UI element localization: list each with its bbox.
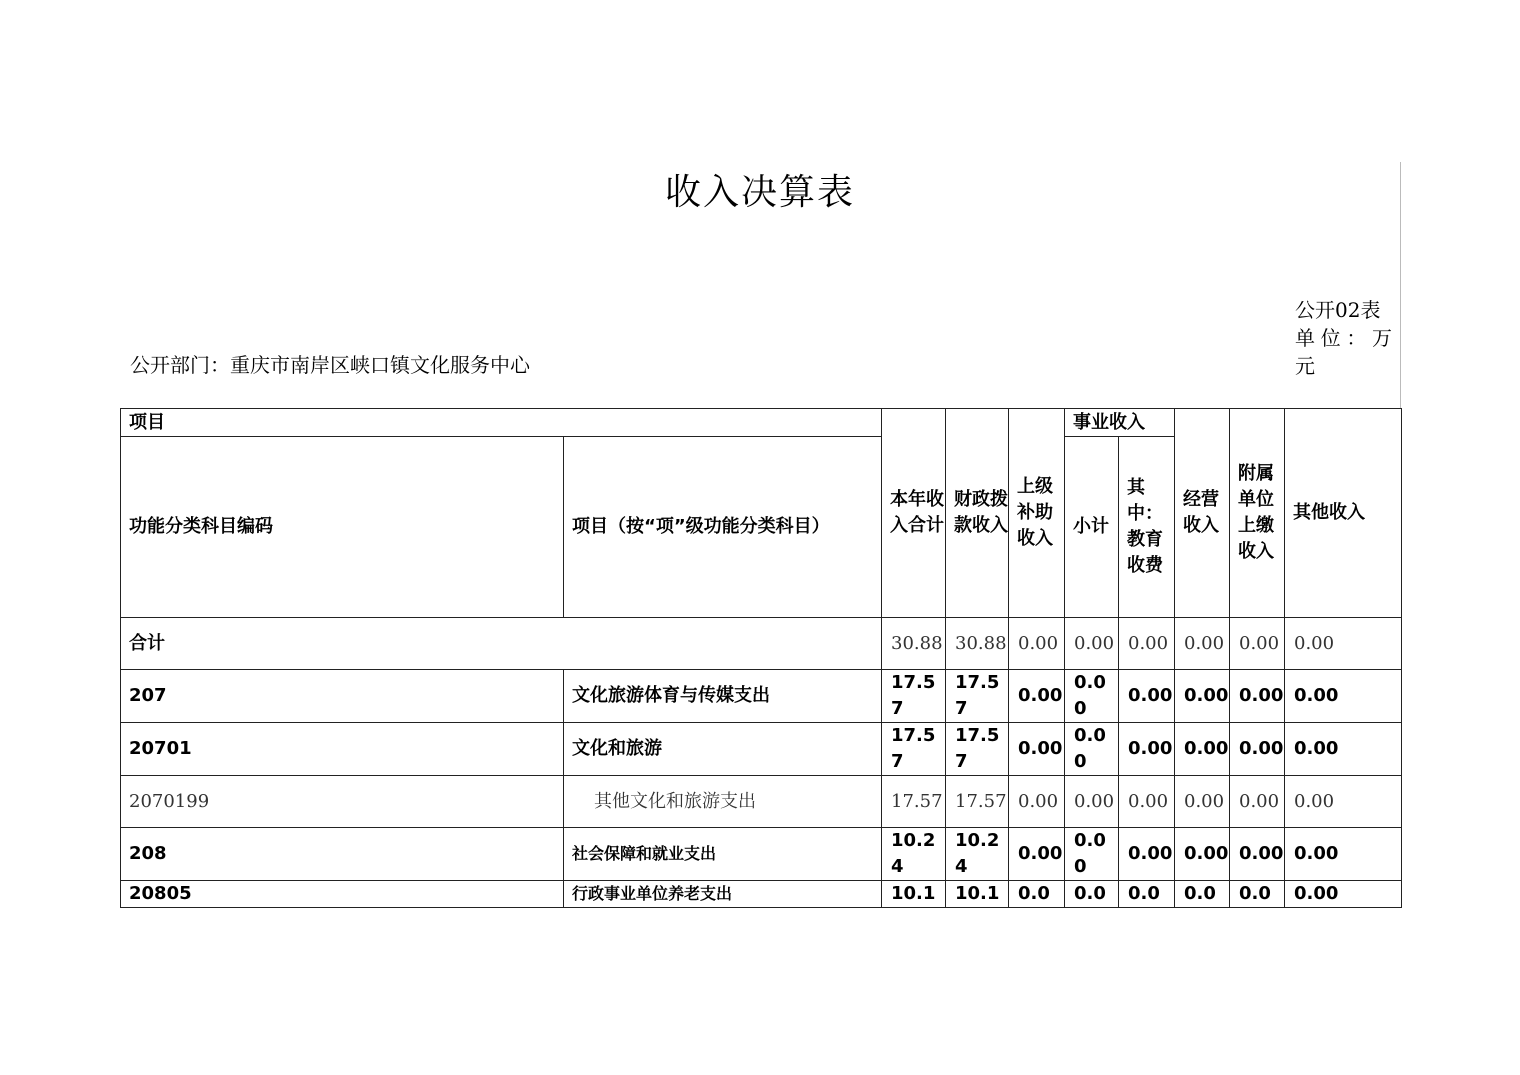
- cell-education: 0.00: [1119, 828, 1175, 881]
- cell-fiscal: 17.57: [946, 670, 1009, 723]
- cell-subtotal: 0.00: [1065, 670, 1119, 723]
- cell-upper: 0.00: [1009, 828, 1065, 881]
- row-code: 2070199: [121, 776, 564, 828]
- cell-upper: 0.00: [1009, 776, 1065, 828]
- cell-fiscal: 17.57: [946, 776, 1009, 828]
- header-other: 其他收入: [1285, 409, 1402, 618]
- row-name: 社会保障和就业支出: [564, 828, 882, 881]
- row-code: 207: [121, 670, 564, 723]
- row-code: 20701: [121, 723, 564, 776]
- header-operating: 经营收入: [1175, 409, 1230, 618]
- cell-total: 10.24: [882, 828, 946, 881]
- cell-other: 0.00: [1285, 723, 1402, 776]
- cell-operating: 0.00: [1175, 723, 1230, 776]
- header-upper-subsidy: 上级补助收入: [1009, 409, 1065, 618]
- row-code: 20805: [121, 881, 564, 908]
- cell-subtotal: 0.00: [1065, 618, 1119, 670]
- cell-total: 10.1: [882, 881, 946, 908]
- cell-education: 0.00: [1119, 776, 1175, 828]
- cell-fiscal: 17.57: [946, 723, 1009, 776]
- page-title: 收入决算表: [664, 172, 855, 213]
- header-total: 本年收入合计: [882, 409, 946, 618]
- cell-fiscal: 10.24: [946, 828, 1009, 881]
- row-code: 合计: [121, 618, 882, 670]
- table-meta: [1295, 296, 1392, 380]
- row-name: 文化旅游体育与传媒支出: [564, 670, 882, 723]
- table-row: [121, 670, 1402, 723]
- header-education: 其中：教育收费: [1119, 437, 1175, 618]
- header-affiliated: 附属单位上缴收入: [1230, 409, 1285, 618]
- header-fiscal: 财政拨款收入: [946, 409, 1009, 618]
- cell-other: 0.00: [1285, 881, 1402, 908]
- cell-upper: 0.00: [1009, 618, 1065, 670]
- cell-subtotal: 0.0: [1065, 881, 1119, 908]
- cell-affiliated: 0.0: [1230, 881, 1285, 908]
- cell-education: 0.0: [1119, 881, 1175, 908]
- header-project: 项目: [121, 409, 882, 437]
- cell-operating: 0.00: [1175, 828, 1230, 881]
- table-number: 公开02表: [1295, 298, 1381, 322]
- header-code: 功能分类科目编码: [121, 437, 564, 618]
- header-business-income: 事业收入: [1065, 409, 1175, 437]
- cell-affiliated: 0.00: [1230, 723, 1285, 776]
- cell-operating: 0.0: [1175, 881, 1230, 908]
- cell-affiliated: 0.00: [1230, 670, 1285, 723]
- header-subtotal: 小计: [1065, 437, 1119, 618]
- income-table: [120, 408, 1402, 908]
- cell-affiliated: 0.00: [1230, 828, 1285, 881]
- cell-upper: 0.00: [1009, 723, 1065, 776]
- cell-total: 30.88: [882, 618, 946, 670]
- cell-subtotal: 0.00: [1065, 828, 1119, 881]
- cell-education: 0.00: [1119, 670, 1175, 723]
- table-row: [121, 828, 1402, 881]
- cell-total: 17.57: [882, 670, 946, 723]
- cell-operating: 0.00: [1175, 776, 1230, 828]
- cell-fiscal: 10.1: [946, 881, 1009, 908]
- cell-affiliated: 0.00: [1230, 776, 1285, 828]
- cell-operating: 0.00: [1175, 618, 1230, 670]
- cell-other: 0.00: [1285, 828, 1402, 881]
- cell-other: 0.00: [1285, 670, 1402, 723]
- row-name: 其他文化和旅游支出: [564, 776, 882, 828]
- cell-education: 0.00: [1119, 618, 1175, 670]
- cell-subtotal: 0.00: [1065, 776, 1119, 828]
- table-row: [121, 723, 1402, 776]
- cell-other: 0.00: [1285, 618, 1402, 670]
- cell-operating: 0.00: [1175, 670, 1230, 723]
- table-row: [121, 618, 1402, 670]
- header-name: 项目（按“项”级功能分类科目）: [564, 437, 882, 618]
- table-row: [121, 776, 1402, 828]
- cell-other: 0.00: [1285, 776, 1402, 828]
- row-name: 文化和旅游: [564, 723, 882, 776]
- cell-total: 17.57: [882, 723, 946, 776]
- cell-total: 17.57: [882, 776, 946, 828]
- unit-label: 单位：万元: [1295, 326, 1392, 378]
- row-name: 行政事业单位养老支出: [564, 881, 882, 908]
- cell-fiscal: 30.88: [946, 618, 1009, 670]
- table-row: [121, 881, 1402, 908]
- cell-upper: 0.00: [1009, 670, 1065, 723]
- cell-upper: 0.0: [1009, 881, 1065, 908]
- cell-affiliated: 0.00: [1230, 618, 1285, 670]
- row-code: 208: [121, 828, 564, 881]
- department-label: 公开部门：重庆市南岸区峡口镇文化服务中心: [130, 353, 530, 377]
- cell-education: 0.00: [1119, 723, 1175, 776]
- cell-subtotal: 0.00: [1065, 723, 1119, 776]
